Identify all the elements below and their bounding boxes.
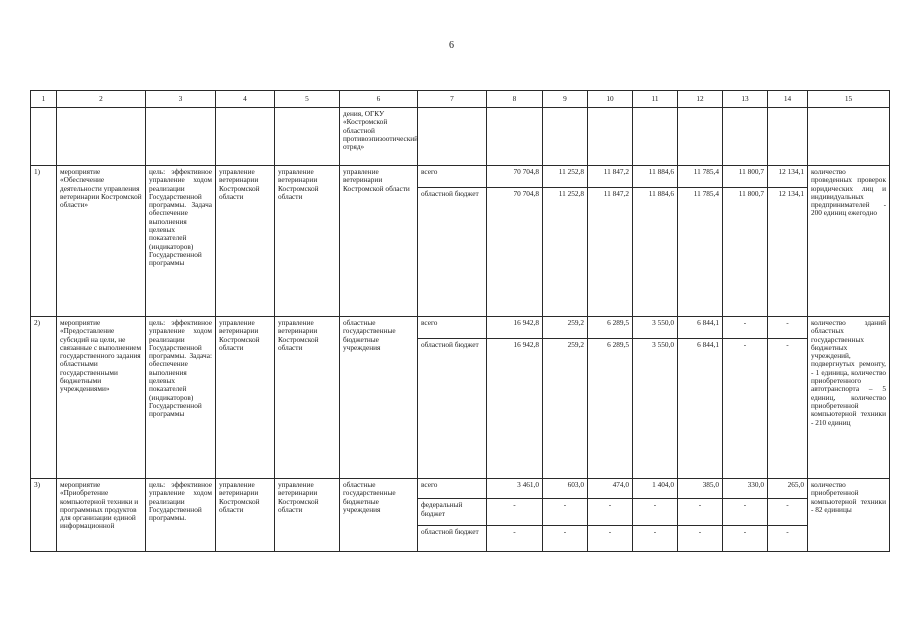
amount-cell: - — [678, 525, 723, 551]
amount-cell: 12 134,1 — [768, 188, 808, 317]
column-number-row — [31, 91, 890, 108]
column-header: 14 — [768, 91, 808, 108]
coordinator-cell: управление ветеринарии Костромской области — [216, 317, 275, 479]
executor-cell: управление ветеринарии Костромской области — [340, 166, 418, 317]
goal-cell: цель: эффективное управление ходом реализации Государственной программы. Задача обеспечение выполнения целевых показателей (индикаторов) Государственной программы — [146, 166, 216, 317]
column-header: 2 — [57, 91, 146, 108]
amount-cell: 70 704,8 — [487, 188, 543, 317]
row-number: 2) — [31, 317, 57, 479]
amount-cell: 11 884,6 — [633, 188, 678, 317]
table-row — [31, 479, 890, 499]
column-header: 4 — [216, 91, 275, 108]
amount-cell: 11 252,8 — [543, 166, 588, 188]
amount-cell: - — [633, 525, 678, 551]
result-cell: количество проведенных проверок юридических лиц и индивидуальных предпринимателей - 200 единиц ежегодно — [808, 166, 890, 317]
executor-cell: областные государственные бюджетные учреждения — [340, 479, 418, 552]
coordinator-cell: управление ветеринарии Костромской области — [216, 479, 275, 552]
amount-cell: - — [723, 317, 768, 339]
amount-cell: 11 847,2 — [588, 188, 633, 317]
amount-cell: 3 461,0 — [487, 479, 543, 499]
amount-cell: 11 800,7 — [723, 188, 768, 317]
goal-cell: цель: эффективное управление ходом реализации Государственной программы. — [146, 479, 216, 552]
amount-cell: 603,0 — [543, 479, 588, 499]
result-cell: количество приобретенной компьютерной техники - 82 единицы — [808, 479, 890, 552]
event-cell — [57, 479, 146, 552]
column-header: 12 — [678, 91, 723, 108]
funding-source: областной бюджет — [418, 339, 487, 479]
amount-cell: 11 884,6 — [633, 166, 678, 188]
continuation-row — [31, 108, 890, 166]
responsible-cell: управление ветеринарии Костромской области — [275, 479, 340, 552]
amount-cell: - — [633, 499, 678, 525]
amount-cell: - — [487, 499, 543, 525]
result-cell: количество зданий областных государственных бюджетных учреждений, подвергнутых ремонту, - 1 единица, количество приобретенного автотранспорта – 5 единиц, количество приобретенной компьютерной техники - 210 единиц — [808, 317, 890, 479]
amount-cell: 3 550,0 — [633, 339, 678, 479]
funding-source: федеральный бюджет — [418, 499, 487, 525]
goal-cell: цель: эффективное управление ходом реализации Государственной программы. Задача: обеспечение выполнения целевых показателей (индикаторов) Государственной программы — [146, 317, 216, 479]
amount-cell: 16 942,8 — [487, 339, 543, 479]
amount-cell: 6 844,1 — [678, 317, 723, 339]
amount-cell: 385,0 — [678, 479, 723, 499]
amount-cell: 11 785,4 — [678, 166, 723, 188]
column-header: 6 — [340, 91, 418, 108]
amount-cell: 6 844,1 — [678, 339, 723, 479]
amount-cell: - — [487, 525, 543, 551]
amount-cell: 11 800,7 — [723, 166, 768, 188]
funding-source: областной бюджет — [418, 188, 487, 317]
amount-cell: - — [723, 499, 768, 525]
amount-cell: 11 847,2 — [588, 166, 633, 188]
amount-cell: 70 704,8 — [487, 166, 543, 188]
amount-cell: - — [768, 317, 808, 339]
column-header: 8 — [487, 91, 543, 108]
amount-cell: 6 289,5 — [588, 339, 633, 479]
amount-cell: - — [768, 339, 808, 479]
amount-cell: - — [678, 499, 723, 525]
amount-cell: 11 252,8 — [543, 188, 588, 317]
amount-cell: - — [543, 525, 588, 551]
event-text: мероприятие «Приобретение компьютерной техники и программных продуктов для организации единой информационной — [60, 481, 139, 531]
amount-cell: 259,2 — [543, 339, 588, 479]
responsible-cell: управление ветеринарии Костромской области — [275, 317, 340, 479]
column-header: 1 — [31, 91, 57, 108]
amount-cell: 16 942,8 — [487, 317, 543, 339]
program-table — [30, 90, 890, 552]
executor-cell: областные государственные бюджетные учреждения — [340, 317, 418, 479]
amount-cell: - — [768, 499, 808, 525]
column-header: 3 — [146, 91, 216, 108]
amount-cell: - — [588, 499, 633, 525]
column-header: 13 — [723, 91, 768, 108]
funding-source: областной бюджет — [418, 525, 487, 551]
amount-cell: - — [768, 525, 808, 551]
amount-cell: 259,2 — [543, 317, 588, 339]
amount-cell: 12 134,1 — [768, 166, 808, 188]
column-header: 9 — [543, 91, 588, 108]
amount-cell: - — [723, 339, 768, 479]
amount-cell: 330,0 — [723, 479, 768, 499]
event-cell: мероприятие «Предоставление субсидий на цели, не связанные с выполнением государственного задания областными государственными бюджетными учреждениями» — [57, 317, 146, 479]
amount-cell: 265,0 — [768, 479, 808, 499]
column-header: 7 — [418, 91, 487, 108]
amount-cell: 1 404,0 — [633, 479, 678, 499]
amount-cell: - — [588, 525, 633, 551]
amount-cell: - — [723, 525, 768, 551]
column-header: 15 — [808, 91, 890, 108]
responsible-cell: управление ветеринарии Костромской области — [275, 166, 340, 317]
column-header: 5 — [275, 91, 340, 108]
row-number: 3) — [31, 479, 57, 552]
amount-cell: 11 785,4 — [678, 188, 723, 317]
funding-source: всего — [418, 479, 487, 499]
event-cell: мероприятие «Обеспечение деятельности управления ветеринарии Костромской области» — [57, 166, 146, 317]
amount-cell: 3 550,0 — [633, 317, 678, 339]
row-number: 1) — [31, 166, 57, 317]
executor-cell: дения, ОГКУ «Костромской областной противоэпизоотический отряд» — [340, 108, 418, 166]
table-row — [31, 317, 890, 339]
amount-cell: - — [543, 499, 588, 525]
column-header: 11 — [633, 91, 678, 108]
page-number: 6 — [449, 40, 454, 51]
amount-cell: 6 289,5 — [588, 317, 633, 339]
funding-source: всего — [418, 166, 487, 188]
column-header: 10 — [588, 91, 633, 108]
amount-cell: 474,0 — [588, 479, 633, 499]
table-row — [31, 166, 890, 188]
coordinator-cell: управление ветеринарии Костромской области — [216, 166, 275, 317]
funding-source: всего — [418, 317, 487, 339]
